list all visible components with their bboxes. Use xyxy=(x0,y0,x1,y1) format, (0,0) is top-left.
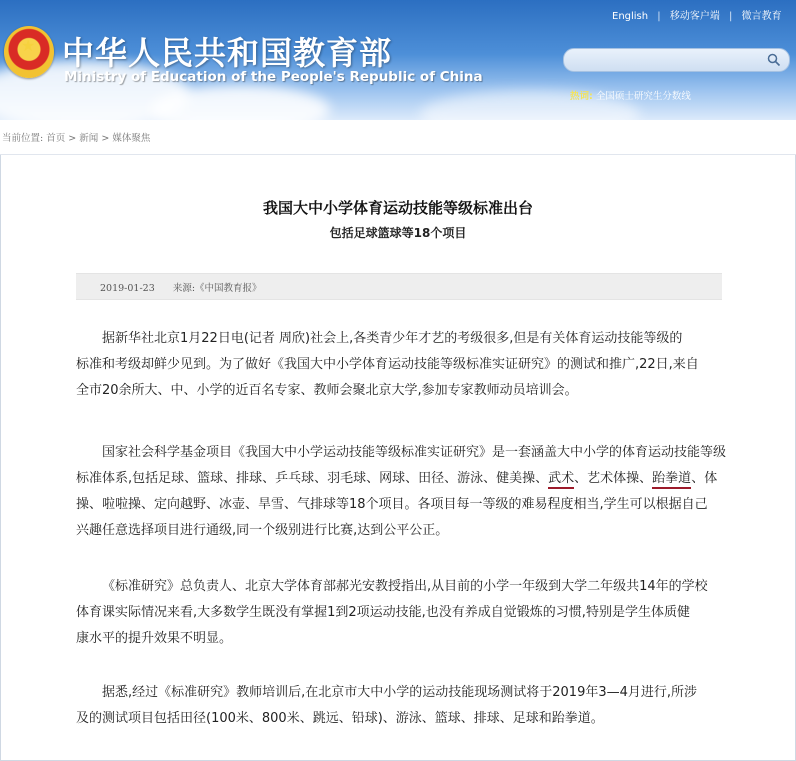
paragraph-text: 标准体系,包括足球、篮球、排球、乒乓球、羽毛球、网球、田径、游泳、健美操、 xyxy=(76,471,549,486)
paragraph-line: 操、啦啦操、定向越野、冰壶、旱雪、气排球等18个项目。各项目每一等级的难易程度相当,学生可以根据自己 xyxy=(76,497,708,512)
article-paragraph xyxy=(76,326,726,404)
paragraph-line: 据悉,经过《标准研究》教师培训后,在北京市大中小学的运动技能现场测试将于2019年3—4月进行,所涉 xyxy=(102,685,698,700)
hot-terms-label: 热词: xyxy=(570,91,593,102)
paragraph-line: 康水平的提升效果不明显。 xyxy=(76,631,233,646)
paragraph-line: 据新华社北京1月22日电(记者 周欣)社会上,各类青少年才艺的考级很多,但是有关体育运动技能等级的 xyxy=(102,331,683,346)
article-meta xyxy=(76,273,722,300)
hot-term-link[interactable]: 全国硕士研究生分数线 xyxy=(595,91,691,102)
top-links xyxy=(612,7,782,22)
article-paragraph xyxy=(76,440,726,544)
breadcrumb-media-focus[interactable]: 媒体聚焦 xyxy=(112,133,151,144)
paragraph-line: 标准和考级却鲜少见到。为了做好《我国大中小学体育运动技能等级标准实证研究》的测试和推广,22日,来自 xyxy=(76,357,699,372)
site-header xyxy=(0,0,796,120)
article-subtitle: 包括足球篮球等18个项目 xyxy=(329,226,467,240)
article-paragraph xyxy=(76,574,726,652)
breadcrumb-separator: > xyxy=(101,133,110,144)
site-title-english[interactable]: Ministry of Education of the People's Republic of China xyxy=(64,69,483,85)
breadcrumb xyxy=(0,120,796,155)
paragraph-line xyxy=(76,466,726,492)
paragraph-text: 、体 xyxy=(691,471,718,486)
paragraph-line: 体育课实际情况来看,大多数学生既没有掌握1到2项运动技能,也没有养成自觉锻炼的习惯,特别是学生体质健 xyxy=(76,605,690,620)
national-emblem-icon[interactable]: ★ xyxy=(4,26,54,78)
hot-terms xyxy=(570,88,691,102)
search-icon[interactable] xyxy=(767,53,781,67)
paragraph-line: 全市20余所大、中、小学的近百名专家、教师会聚北京大学,参加专家教师动员培训会。 xyxy=(76,383,578,398)
paragraph-line: 《标准研究》总负责人、北京大学体育部郝光安教授指出,从目前的小学一年级到大学二年级共14年的学校 xyxy=(102,579,708,594)
breadcrumb-separator: > xyxy=(68,133,77,144)
breadcrumb-news[interactable]: 新闻 xyxy=(79,133,99,144)
paragraph-line: 国家社会科学基金项目《我国大中小学运动技能等级标准实证研究》是一套涵盖大中小学的体育运动技能等级 xyxy=(102,445,727,460)
paragraph-line: 兴趣任意选择项目进行通级,同一个级别进行比赛,达到公平公正。 xyxy=(76,523,449,538)
link-weiyan[interactable]: 微言教育 xyxy=(741,11,782,22)
breadcrumb-prefix: 当前位置: xyxy=(2,133,44,144)
site-title[interactable]: 中华人民共和国教育部 xyxy=(62,34,393,72)
paragraph-text: 、艺术体操、 xyxy=(574,471,653,486)
underlined-term-taekwondo: 跆拳道 xyxy=(652,471,691,489)
link-separator: | xyxy=(657,11,661,22)
search-input[interactable] xyxy=(563,48,790,72)
article-paragraph xyxy=(76,680,726,732)
link-english[interactable]: English xyxy=(612,11,649,22)
article-title: 我国大中小学体育运动技能等级标准出台 xyxy=(262,199,533,217)
paragraph-line: 及的测试项目包括田径(100米、800米、跳远、铅球)、游泳、篮球、排球、足球和跆拳道。 xyxy=(76,711,604,726)
link-separator: | xyxy=(729,11,733,22)
article-date: 2019-01-23 xyxy=(100,283,155,294)
article-source: 来源:《中国教育报》 xyxy=(172,283,262,294)
underlined-term-wushu: 武术 xyxy=(548,471,574,489)
link-mobile-client[interactable]: 移动客户端 xyxy=(669,11,720,22)
breadcrumb-home[interactable]: 首页 xyxy=(46,133,66,144)
